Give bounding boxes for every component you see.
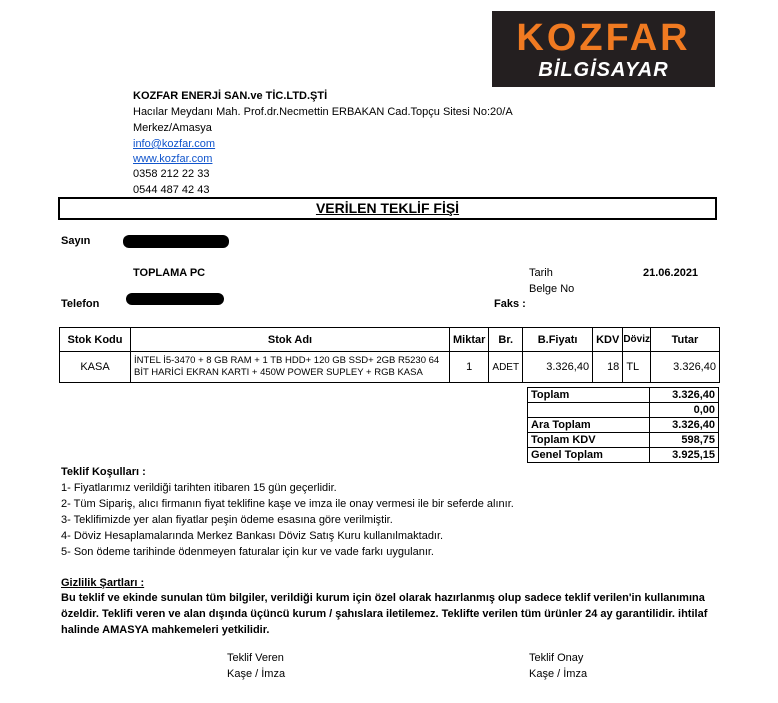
col-tutar: Tutar <box>650 328 719 352</box>
col-stok-kodu: Stok Kodu <box>60 328 131 352</box>
signature-right-title: Teklif Onay <box>529 652 584 664</box>
logo-text-secondary: BİLGİSAYAR <box>538 59 669 81</box>
condition-item: 1- Fiyatlarımız verildiği tarihten itibaren 15 gün geçerlidir. <box>61 482 337 494</box>
condition-item: 4- Döviz Hesaplamalarında Merkez Bankası Döviz Satış Kuru kullanılmaktadır. <box>61 530 444 542</box>
privacy-title: Gizlilik Şartları : <box>61 577 145 589</box>
faks-label: Faks : <box>494 298 526 310</box>
totals-value: 0,00 <box>650 403 719 418</box>
table-row <box>60 352 720 383</box>
telefon-label: Telefon <box>61 298 100 310</box>
totals-row <box>528 448 719 463</box>
row-name-line1: İNTEL İ5-3470 + 8 GB RAM + 1 TB HDD+ 120 GB SSD+ 2GB R5230 64 <box>134 355 440 366</box>
signature-left <box>227 650 285 682</box>
condition-item: 3- Teklifimizde yer alan fiyatlar peşin ödeme esasına göre verilmiştir. <box>61 514 393 526</box>
document-title: VERİLEN TEKLİF FİŞİ <box>315 200 460 216</box>
totals-label: Ara Toplam <box>528 418 650 433</box>
signature-right <box>529 650 587 682</box>
row-total: 3.326,40 <box>650 352 719 383</box>
row-qty: 1 <box>450 352 489 383</box>
privacy-text: Bu teklif ve ekinde sunulan tüm bilgiler, verildiği kurum için özel olarak hazırlanmış olup sadece teklif verilen'in kullanımına özeldir. Teklifi veren ve alan dışında üçüncü kurum / şahıslara iletilemez. Teklifte verilen tüm ürünler 24 ay garantilidir. ihtilaf halinde AMASYA mahkemeleri yetkilidir. <box>61 592 708 636</box>
totals-table <box>527 387 719 463</box>
totals-value: 3.925,15 <box>650 448 719 463</box>
sayin-label: Sayın <box>61 235 91 247</box>
redacted-phone <box>126 293 224 305</box>
tarih-value: 21.06.2021 <box>643 267 699 279</box>
col-miktar: Miktar <box>450 328 489 352</box>
totals-row <box>528 403 719 418</box>
totals-label: Toplam KDV <box>528 433 650 448</box>
tarih-label: Tarih <box>529 267 553 279</box>
totals-value: 3.326,40 <box>650 418 719 433</box>
condition-item: 2- Tüm Sipariş, alıcı firmanın fiyat teklifine kaşe ve imza ile onay vermesi ile bir seferde alınır. <box>61 498 514 510</box>
items-table <box>59 327 720 383</box>
totals-row <box>528 388 719 403</box>
row-name <box>131 352 450 383</box>
table-header-row <box>60 328 720 352</box>
conditions-title: Teklif Koşulları : <box>61 466 146 478</box>
company-phone-1: 0358 212 22 33 <box>133 168 210 180</box>
col-birim: Br. <box>489 328 523 352</box>
col-birim-fiyat: B.Fiyatı <box>523 328 593 352</box>
row-unit: ADET <box>489 352 523 383</box>
document-title-box <box>58 197 717 220</box>
company-address-line2: Merkez/Amasya <box>133 122 212 134</box>
company-name: KOZFAR ENERJİ SAN.ve TİC.LTD.ŞTİ <box>133 90 328 102</box>
signature-left-sub: Kaşe / İmza <box>227 668 286 680</box>
company-website-link[interactable]: www.kozfar.com <box>133 153 213 165</box>
belge-no-label: Belge No <box>529 283 575 295</box>
company-phone-2: 0544 487 42 43 <box>133 184 210 196</box>
totals-row <box>528 418 719 433</box>
totals-label: Genel Toplam <box>528 448 650 463</box>
signature-left-title: Teklif Veren <box>227 652 284 664</box>
redacted-customer-name <box>123 235 229 248</box>
company-email-link[interactable]: info@kozfar.com <box>133 138 216 150</box>
signature-right-sub: Kaşe / İmza <box>529 668 588 680</box>
company-logo <box>492 11 715 87</box>
condition-item: 5- Son ödeme tarihinde ödenmeyen faturalar için kur ve vade farkı uygulanır. <box>61 546 434 558</box>
company-address-line1: Hacılar Meydanı Mah. Prof.dr.Necmettin ERBAKAN Cad.Topçu Sitesi No:20/A <box>133 106 513 118</box>
project-name: TOPLAMA PC <box>133 267 206 279</box>
totals-label: Toplam <box>528 388 650 403</box>
col-kdv: KDV <box>593 328 623 352</box>
row-code: KASA <box>60 352 131 383</box>
row-name-line2: BİT HARİCİ EKRAN KARTI + 450W POWER SUPLEY + RGB KASA <box>134 367 423 378</box>
logo-text-primary: KOZFAR <box>516 17 691 59</box>
row-currency: TL <box>623 352 651 383</box>
col-doviz: Döviz <box>623 328 651 352</box>
totals-value: 3.326,40 <box>650 388 719 403</box>
totals-label <box>528 403 650 418</box>
row-price: 3.326,40 <box>523 352 593 383</box>
totals-row <box>528 433 719 448</box>
col-stok-adi: Stok Adı <box>131 328 450 352</box>
row-kdv: 18 <box>593 352 623 383</box>
totals-value: 598,75 <box>650 433 719 448</box>
